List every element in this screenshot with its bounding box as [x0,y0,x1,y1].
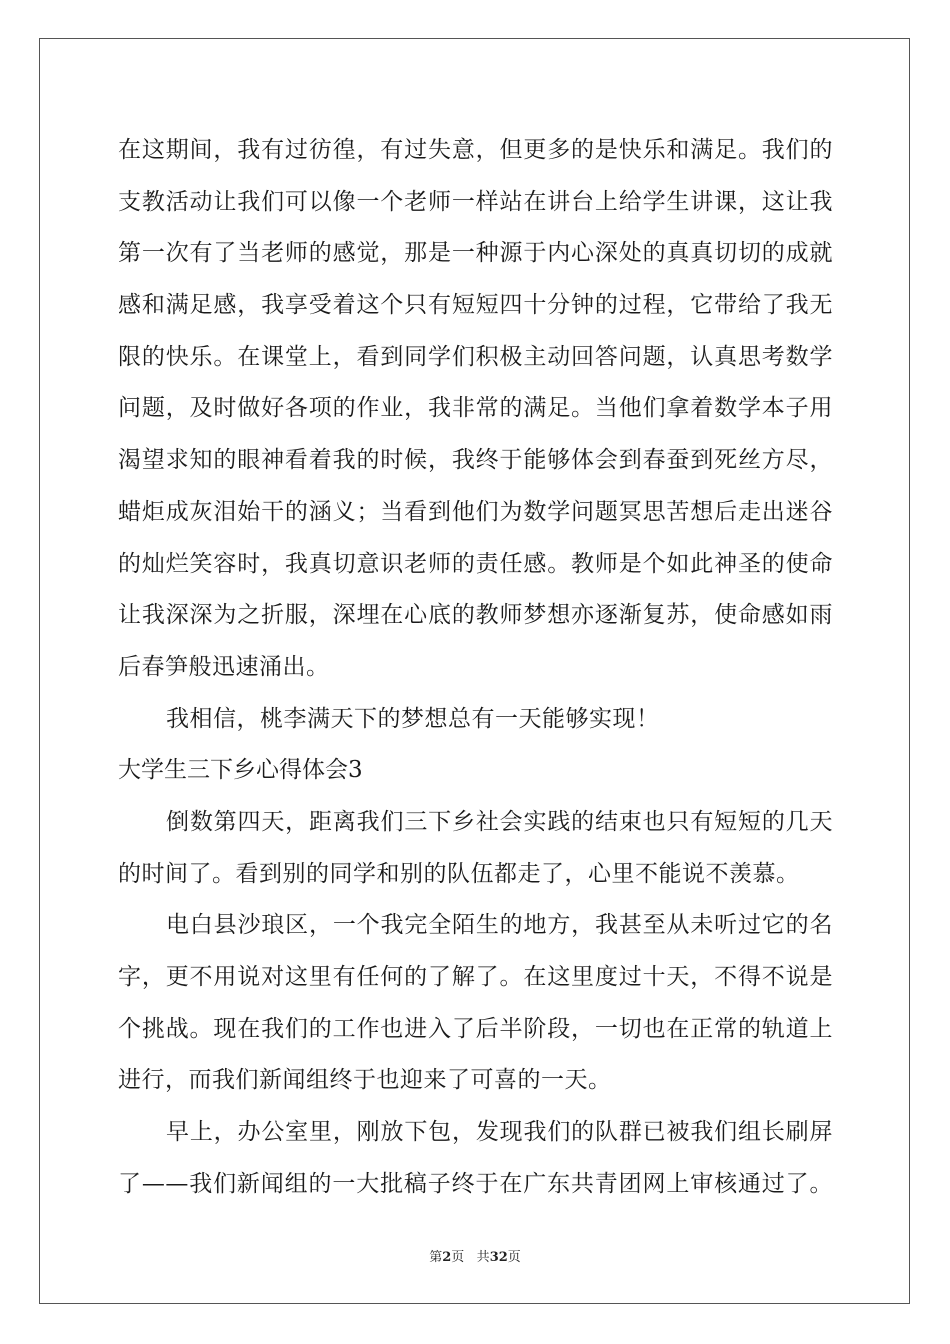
paragraph-line: 蜡炬成灰泪始干的涵义；当看到他们为数学问题冥思苦想后走出迷谷 [118,498,833,525]
paragraph-line: 第一次有了当老师的感觉，那是一种源于内心深处的真真切切的成就 [118,240,833,267]
paragraph-line: 支教活动让我们可以像一个老师一样站在讲台上给学生讲课，这让我 [118,188,833,215]
paragraph-line: 电白县沙琅区，一个我完全陌生的地方，我甚至从未听过它的名 [166,912,833,939]
page-number: 2 [442,1250,452,1265]
paragraph-line: 的时间了。看到别的同学和别的队伍都走了，心里不能说不羡慕。 [118,860,800,887]
document-body [118,128,833,1213]
paragraph-line: 渴望求知的眼神看着我的时候，我终于能够体会到春蚕到死丝方尽， [118,447,833,474]
paragraph-line: 限的快乐。在课堂上，看到同学们积极主动回答问题，认真思考数学 [118,343,833,370]
paragraph-line: 了——我们新闻组的一大批稿子终于在广东共青团网上审核通过了。 [118,1170,833,1197]
page-footer [0,1246,950,1265]
paragraph-line: 字，更不用说对这里有任何的了解了。在这里度过十天，不得不说是 [118,964,833,990]
section-heading: 大学生三下乡心得体会3 [118,757,363,784]
page-label-suffix: 页 [451,1250,465,1265]
page-label-prefix: 第 [429,1250,443,1265]
total-prefix: 共 [476,1250,490,1265]
paragraph-line: 个挑战。现在我们的工作也进入了后半阶段，一切也在正常的轨道上 [118,1015,833,1042]
total-suffix: 页 [507,1250,521,1265]
paragraph-line: 我相信，桃李满天下的梦想总有一天能够实现！ [166,705,660,732]
paragraph-line: 进行，而我们新闻组终于也迎来了可喜的一天。 [118,1067,612,1094]
total-pages: 32 [489,1250,508,1265]
paragraph-line: 的灿烂笑容时，我真切意识老师的责任感。教师是个如此神圣的使命 [118,550,833,577]
paragraph-line: 早上，办公室里，刚放下包，发现我们的队群已被我们组长刷屏 [166,1119,833,1146]
paragraph-line: 后春笋般迅速涌出。 [118,653,330,680]
paragraph-line: 让我深深为之折服，深埋在心底的教师梦想亦逐渐复苏，使命感如雨 [118,602,833,629]
paragraph-line: 问题，及时做好各项的作业，我非常的满足。当他们拿着数学本子用 [118,395,833,422]
paragraph-line: 感和满足感，我享受着这个只有短短四十分钟的过程，它带给了我无 [118,292,833,319]
paragraph-line: 倒数第四天，距离我们三下乡社会实践的结束也只有短短的几天 [166,808,833,835]
paragraph-line: 在这期间，我有过彷徨，有过失意，但更多的是快乐和满足。我们的 [118,137,833,163]
